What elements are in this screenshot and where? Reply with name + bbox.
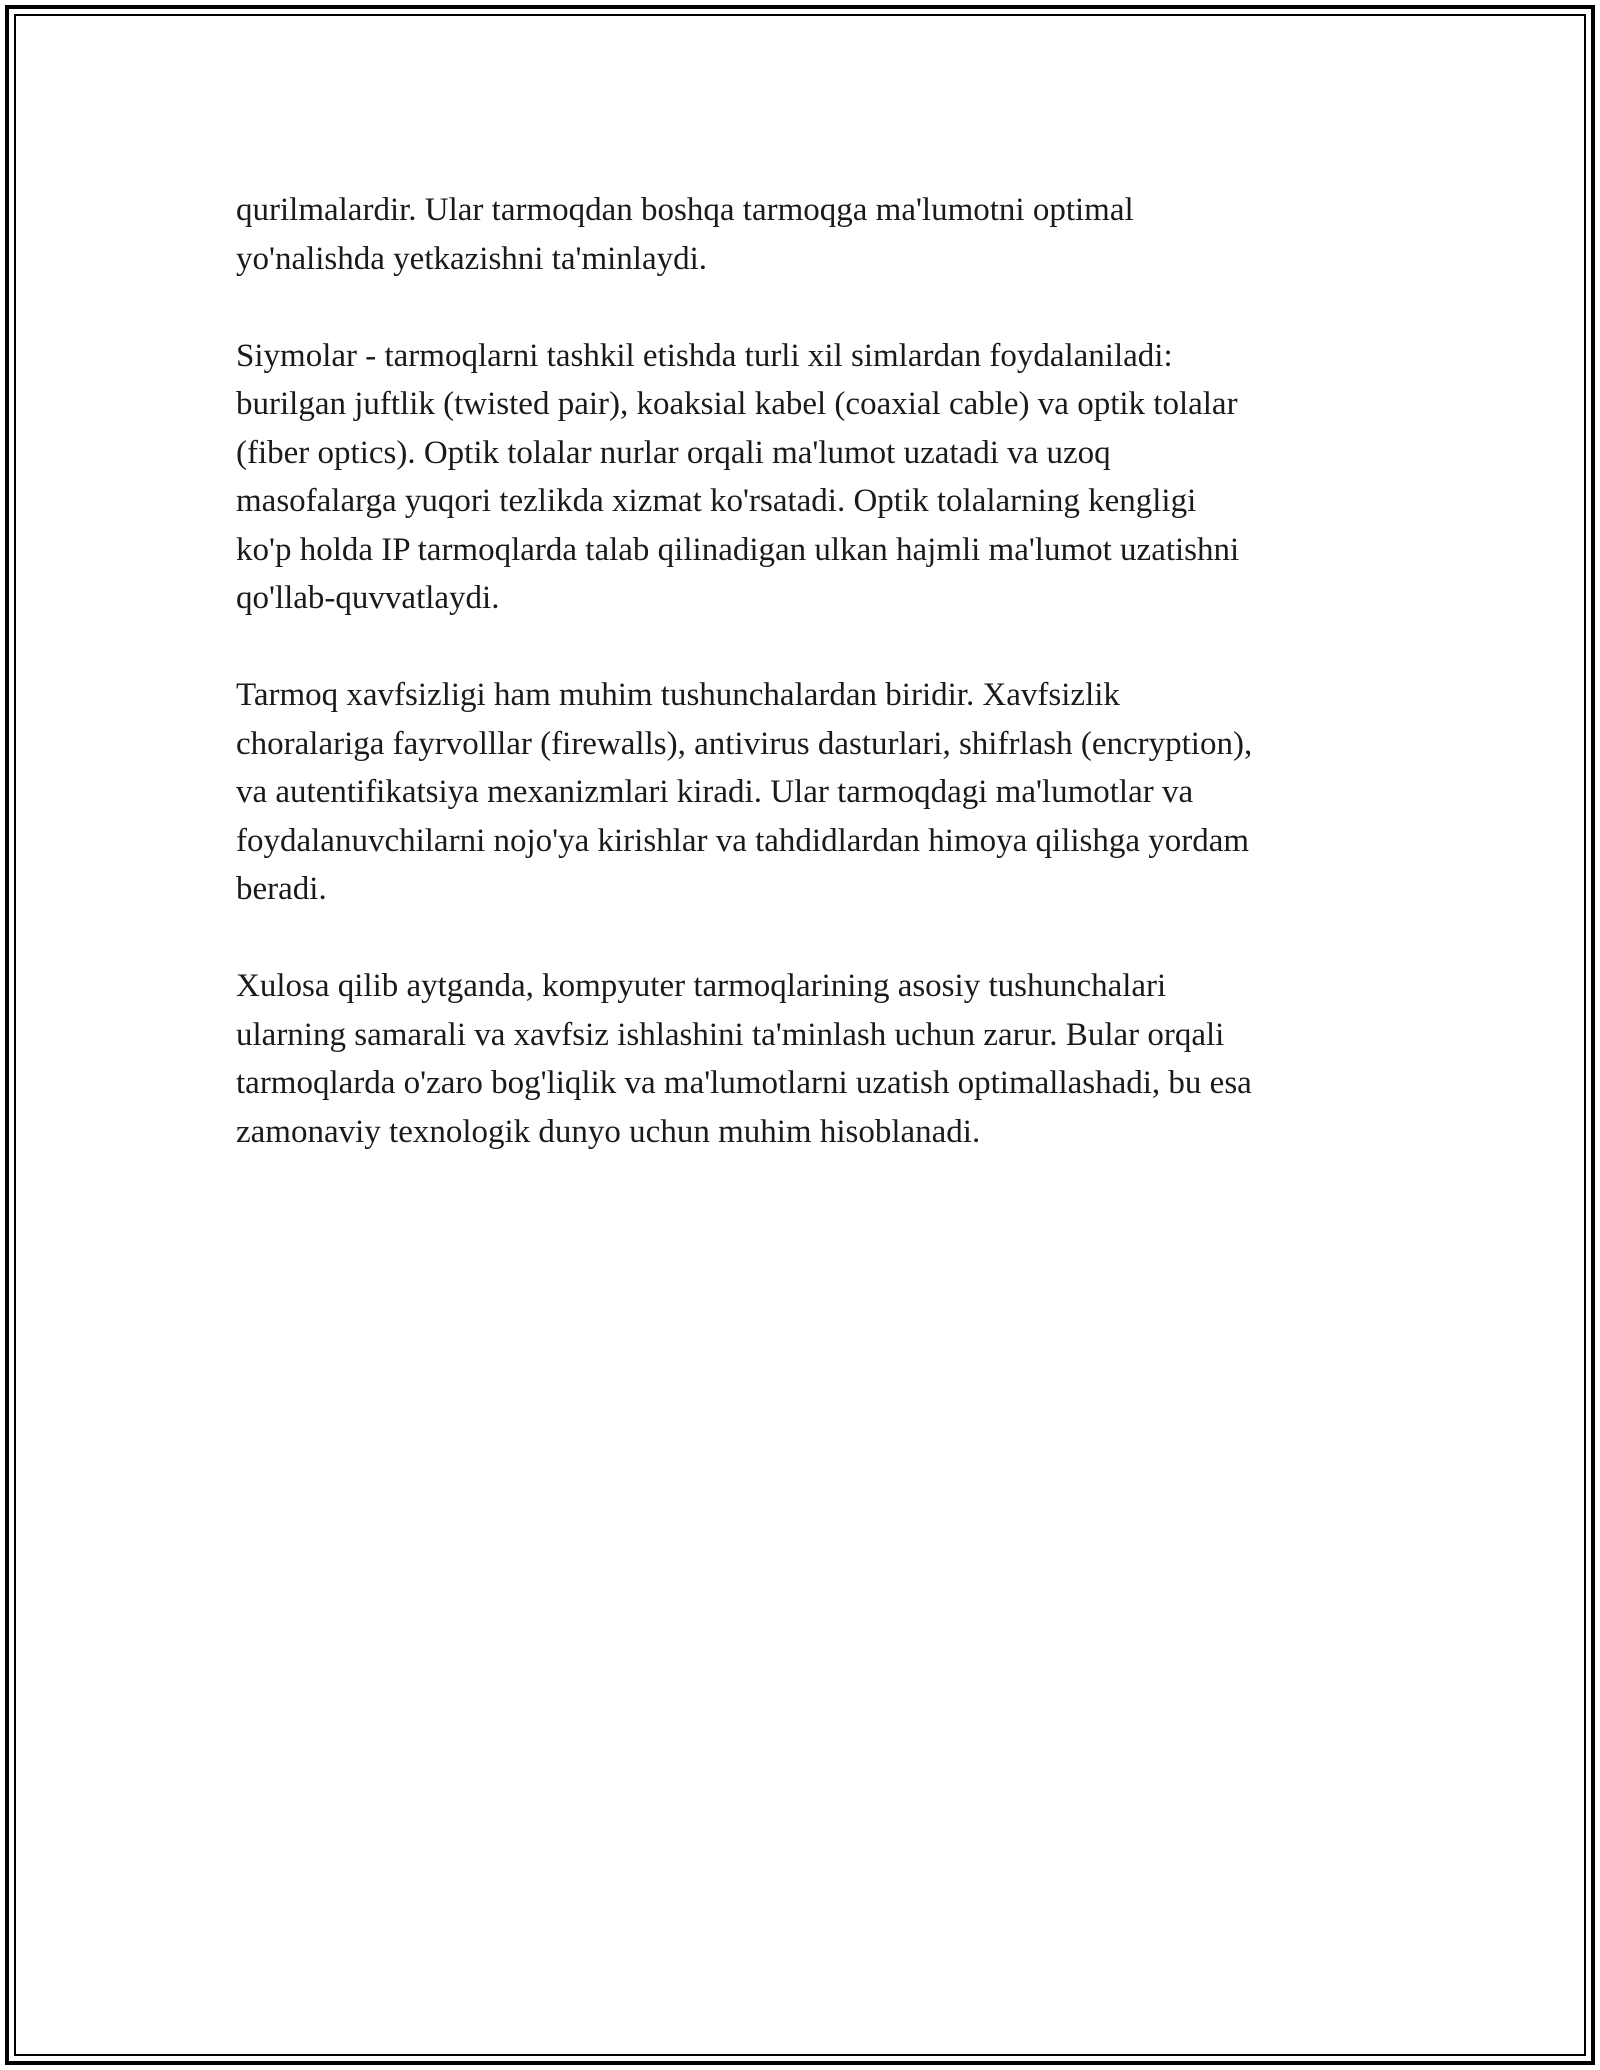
- paragraph-routers: qurilmalardir. Ular tarmoqdan boshqa tarmoqga ma'lumotni optimal yo'nalishda yetkazishni ta'minlaydi.: [236, 192, 1134, 277]
- paragraph-cables: Siymolar - tarmoqlarni tashkil etishda turli xil simlardan foydalaniladi: burilgan juftlik (twisted pair), koaksial kabel (coaxial cable) va optik tolalar (fiber optics). Optik tolalar nurlar orqali ma'lumot uzatadi va uzoq masofalarga yuqori tezlikda xizmat ko'rsatadi. Optik tolalarning kengligi ko'p holda IP tarmoqlarda talab qilinadigan ulkan hajmli ma'lumot uzatishni qo'llab-quvvatlaydi.: [236, 337, 1240, 616]
- paragraph-conclusion: Xulosa qilib aytganda, kompyuter tarmoqlarining asosiy tushunchalari ularning samarali va xavfsiz ishlashini ta'minlash uchun zarur. Bular orqali tarmoqlarda o'zaro bog'liqlik va ma'lumotlarni uzatish optimallashadi, bu esa zamonaviy texnologik dunyo uchun muhim hisoblanadi.: [236, 968, 1252, 1150]
- document-body: [236, 186, 1386, 1205]
- paragraph-security: Tarmoq xavfsizligi ham muhim tushunchalardan biridir. Xavfsizlik choralariga fayrvolllar (firewalls), antivirus dasturlari, shifrlash (encryption), va autentifikatsiya mexanizmlari kiradi. Ular tarmoqdagi ma'lumotlar va foydalanuvchilarni nojo'ya kirishlar va tahdidlardan himoya qilishga yordam beradi.: [236, 677, 1253, 907]
